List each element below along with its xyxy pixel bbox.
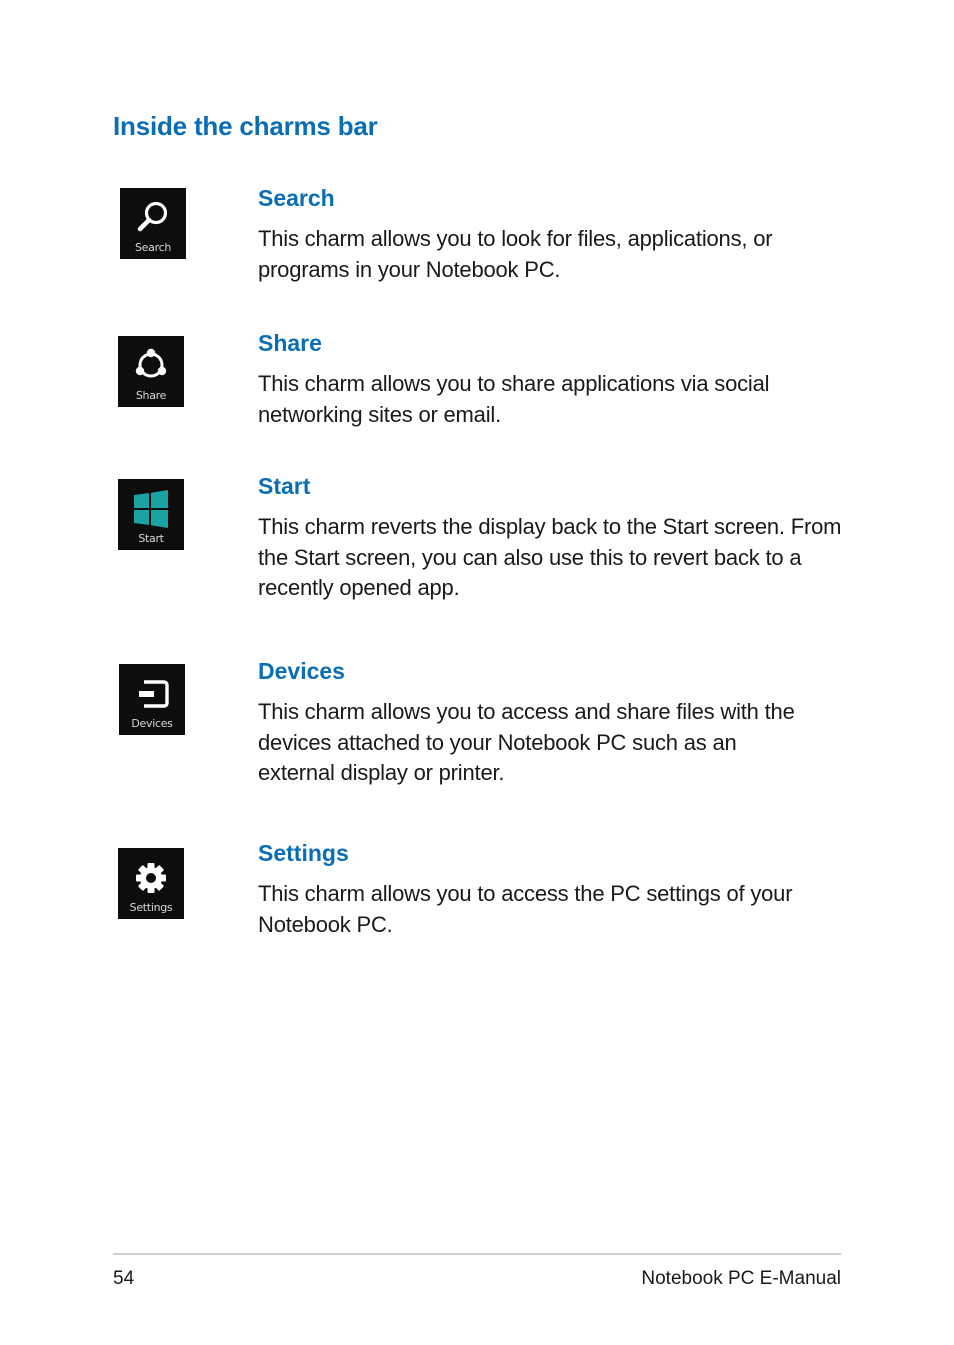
devices-tile <box>119 664 185 735</box>
section-title: Inside the charms bar <box>113 111 378 141</box>
tile-label-search: Search <box>135 241 171 254</box>
tile-label-share: Share <box>135 389 167 402</box>
start-tile <box>118 479 184 550</box>
share-tile <box>118 336 184 407</box>
charm-title-search: Search <box>258 185 335 211</box>
tile-label-devices: Devices <box>131 717 173 730</box>
page-number: 54 <box>113 1268 135 1289</box>
settings-tile <box>118 848 184 919</box>
charm-description-settings: This charm allows you to access the PC settings of your Notebook PC. <box>258 881 793 937</box>
document-title: Notebook PC E-Manual <box>641 1268 841 1289</box>
search-tile <box>120 188 186 259</box>
charm-description-start: This charm reverts the display back to the Start screen. From the Start screen, you can also use this to revert back to a recently opened app. <box>258 514 842 600</box>
charm-title-share: Share <box>258 330 322 356</box>
charm-description-share: This charm allows you to share applications via social networking sites or email. <box>258 371 770 427</box>
charm-title-devices: Devices <box>258 658 345 684</box>
footer-divider <box>113 1253 841 1255</box>
charm-title-settings: Settings <box>258 840 349 866</box>
charm-title-start: Start <box>258 473 311 499</box>
charm-description-search: This charm allows you to look for files, applications, or programs in your Notebook PC. <box>258 226 773 282</box>
tile-label-start: Start <box>138 532 164 545</box>
charm-description-devices: This charm allows you to access and share files with the devices attached to your Notebook PC such as an external display or printer. <box>258 699 795 785</box>
tile-label-settings: Settings <box>129 901 173 914</box>
